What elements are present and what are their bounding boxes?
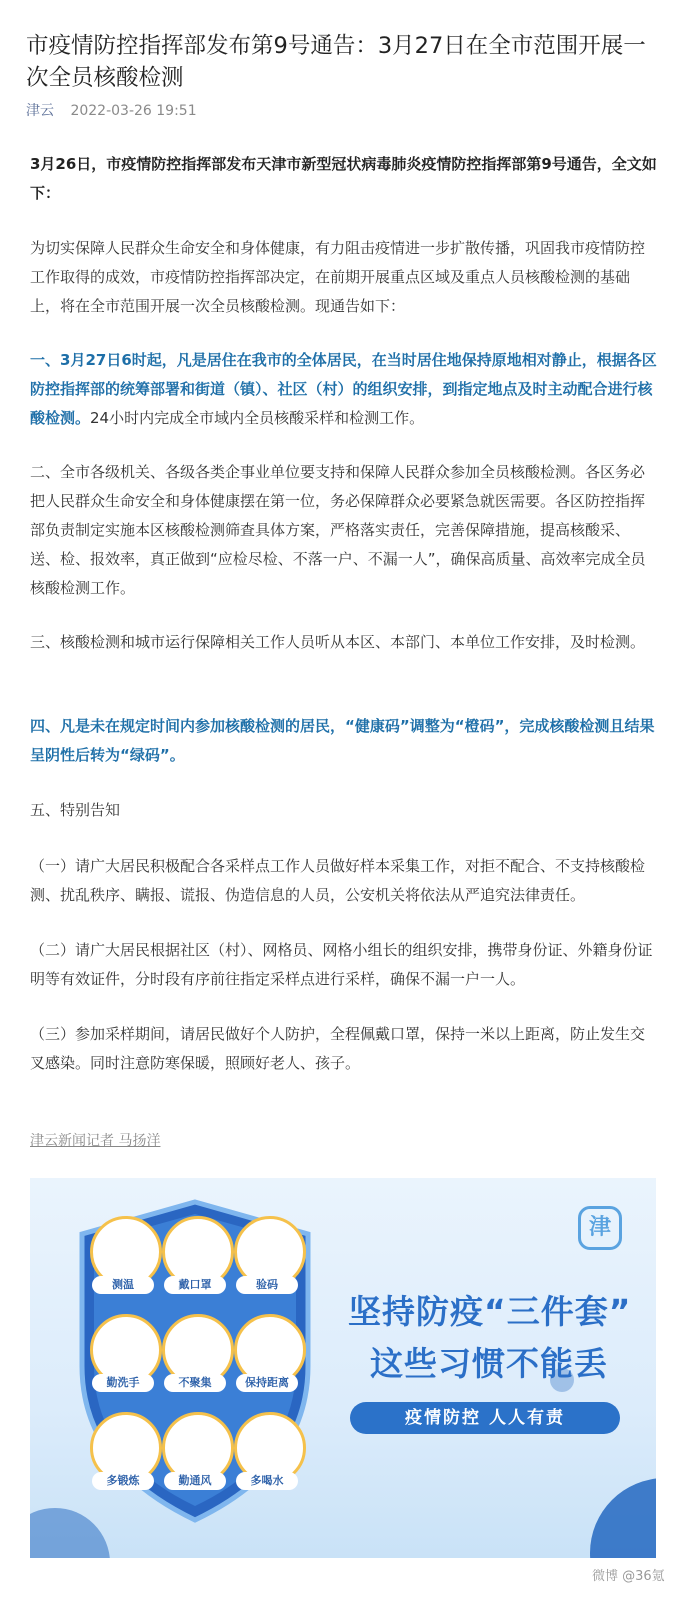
poster-image (30, 1178, 656, 1558)
item-label: 勤通风 (164, 1472, 226, 1490)
paragraph-3: 三、核酸检测和城市运行保障相关工作人员听从本区、本部门、本单位工作安排，及时检测。 (30, 633, 646, 651)
item-label: 勤洗手 (92, 1374, 154, 1392)
article-meta (26, 100, 197, 120)
paragraph-1 (30, 346, 658, 433)
paragraph-5-1: （一）请广大居民积极配合各采样点工作人员做好样本采集工作，对拒不配合、不支持核酸检测、扰乱秩序、瞒报、谎报、伪造信息的人员，公安机关将依法从严追究法律责任。 (30, 857, 646, 904)
lead-paragraph: 3月26日，市疫情防控指挥部发布天津市新型冠状病毒肺炎疫情防控指挥部第9号通告，全文如下： (30, 155, 657, 202)
source-link[interactable]: 津云 (26, 103, 54, 119)
publish-time: 2022-03-26 19:51 (70, 103, 197, 119)
jinyun-logo-icon: 津 (578, 1206, 622, 1250)
article-title: 市疫情防控指挥部发布第9号通告：3月27日在全市范围开展一次全员核酸检测 (26, 33, 646, 91)
paragraph-4: 四、凡是未在规定时间内参加核酸检测的居民，“健康码”调整为“橙码”，完成核酸检测且结果呈阴性后转为“绿码”。 (30, 717, 655, 764)
item-label: 验码 (236, 1276, 298, 1294)
p1-highlight: 3月27日6时起，凡是居住在我市的全体居民，在当时居住地保持原地相对静止，根据各区防控指挥部的统筹部署和街道（镇）、社区（村）的组织安排，到指定地点及时主动配合进行核酸检测。 (30, 351, 657, 427)
watermark: 微博 @36氪 (592, 1569, 665, 1584)
item-label: 保持距离 (236, 1374, 298, 1392)
item-label: 多喝水 (236, 1472, 298, 1490)
item-label: 测温 (92, 1276, 154, 1294)
virus-decoration-icon (590, 1478, 656, 1558)
intro-paragraph: 为切实保障人民群众生命安全和身体健康，有力阻击疫情进一步扩散传播，巩固我市疫情防控工作取得的成效，市疫情防控指挥部决定，在前期开展重点区域及重点人员核酸检测的基础上，将在全市范围开展一次全员核酸检测。现通告如下： (30, 239, 646, 315)
poster-slogan-line1: 坚持防疫“三件套” (348, 1292, 632, 1331)
p1-prefix: 一、 (30, 351, 61, 369)
item-label: 不聚集 (164, 1374, 226, 1392)
paragraph-5-heading: 五、特别告知 (30, 801, 121, 819)
item-label: 多锻炼 (92, 1472, 154, 1490)
item-label: 戴口罩 (164, 1276, 226, 1294)
p1-rest: 24小时内完成全市域内全员核酸采样和检测工作。 (90, 409, 425, 427)
reporter-link[interactable]: 津云新闻记者 马扬洋 (30, 1133, 161, 1149)
poster-banner: 疫情防控 人人有责 (350, 1402, 620, 1434)
poster-slogan-line2: 这些习惯不能丢 (370, 1344, 608, 1383)
paragraph-5-2: （二）请广大居民根据社区（村）、网格员、网格小组长的组织安排，携带身份证、外籍身份证明等有效证件，分时段有序前往指定采样点进行采样，确保不漏一户一人。 (30, 941, 653, 988)
paragraph-5-3: （三）参加采样期间，请居民做好个人防护，全程佩戴口罩，保持一米以上距离，防止发生交叉感染。同时注意防寒保暖，照顾好老人、孩子。 (30, 1025, 646, 1072)
paragraph-2: 二、全市各级机关、各级各类企事业单位要支持和保障人民群众参加全员核酸检测。各区务必把人民群众生命安全和身体健康摆在第一位，务必保障群众必要紧急就医需要。各区防控指挥部负责制定实施本区核酸检测筛查具体方案，严格落实责任，完善保障措施，提高核酸采、送、检、报效率，真正做到“应检尽检、不落一户、不漏一人”，确保高质量、高效率完成全员核酸检测工作。 (30, 463, 646, 597)
